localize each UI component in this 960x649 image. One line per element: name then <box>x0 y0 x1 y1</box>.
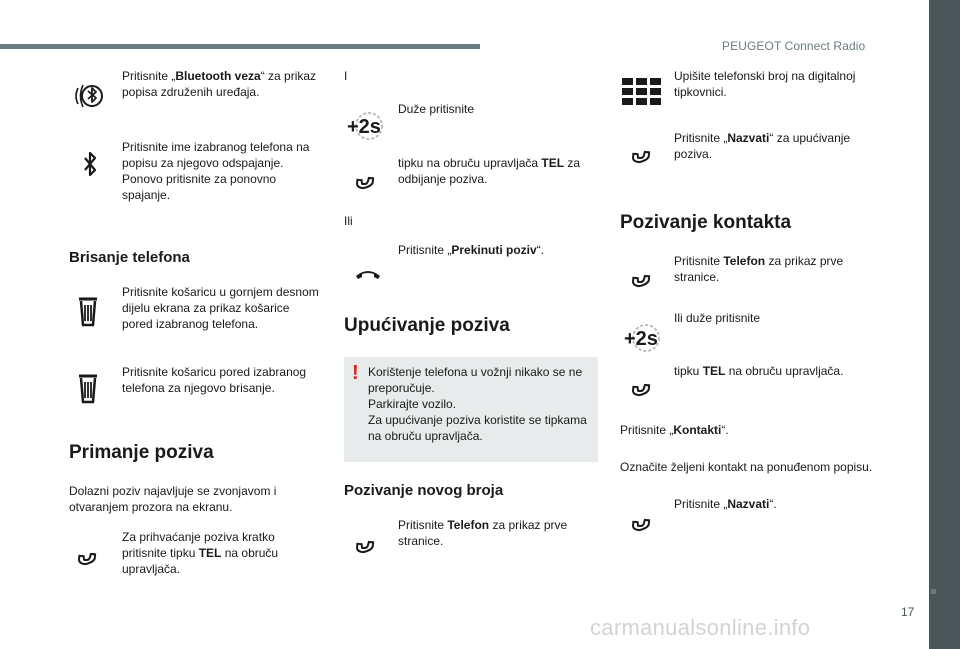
and-label: I <box>344 69 348 83</box>
section-brisanje: Brisanje telefona <box>69 249 190 266</box>
section-primanje: Primanje poziva <box>69 442 214 463</box>
long-press-text: Duže pritisnite <box>398 102 475 116</box>
trash-text-1: Pritisnite košaricu u gornjem desnom dijelu ekrana za prikaz košarice pored izabranog telefona. <box>122 285 319 331</box>
page-number: 17 <box>901 605 915 619</box>
phone-icon <box>622 134 666 174</box>
hold-2s-icon <box>343 106 387 146</box>
or-label: Ili <box>344 214 353 228</box>
bluetooth-connection-icon <box>70 76 114 116</box>
section-novi-broj: Pozivanje novog broja <box>344 482 504 499</box>
call-text: Pritisnite „Nazvati“ za upućivanje poziva. <box>674 131 851 161</box>
contact-phone-text: Pritisnite Telefon za prikaz prve stranice. <box>674 254 844 284</box>
header-bar <box>0 44 480 49</box>
keypad-icon <box>620 76 664 108</box>
trash-icon <box>66 291 110 331</box>
phone-icon <box>622 258 666 298</box>
contact-call-text: Pritisnite „Nazvati“. <box>674 497 777 511</box>
header-title: PEUGEOT Connect Radio <box>722 39 866 53</box>
phone-icon <box>346 160 390 200</box>
section-kontakt: Pozivanje kontakta <box>620 212 792 233</box>
contact-long-press-text: Ili duže pritisnite <box>674 311 761 325</box>
phone-icon <box>622 502 666 542</box>
bluetooth-icon <box>68 145 112 185</box>
incoming-call-text: Dolazni poziv najavljuje se zvonjavom i otvaranjem prozora na ekranu. <box>69 484 277 514</box>
phone-icon <box>68 536 112 576</box>
reject-call-text: tipku na obruču upravljača TEL za odbijanje poziva. <box>398 156 581 186</box>
hang-up-icon <box>346 252 390 292</box>
trash-text-2: Pritisnite košaricu pored izabranog telefona za njegovo brisanje. <box>122 365 307 395</box>
accept-call-text: Za prihvaćanje poziva kratko pritisnite tipku TEL na obruču upravljača. <box>122 530 279 576</box>
trash-icon <box>66 368 110 408</box>
bt-connection-text: Pritisnite „Bluetooth veza“ za prikaz popisa združenih uređaja. <box>122 69 317 99</box>
dial-text: Upišite telefonski broj na digitalnoj tipkovnici. <box>674 69 856 99</box>
new-number-text: Pritisnite Telefon za prikaz prve stranice. <box>398 518 568 548</box>
contacts-text: Pritisnite „Kontakti“. <box>620 423 729 437</box>
section-upucivanje: Upućivanje poziva <box>344 315 510 336</box>
side-bar <box>929 0 960 649</box>
watermark: carmanualsonline.info <box>590 615 811 640</box>
hold-2s-icon <box>620 318 664 358</box>
end-call-text: Pritisnite „Prekinuti poziv“. <box>398 243 545 257</box>
contact-tel-text: tipku TEL na obruču upravljača. <box>674 364 844 378</box>
side-marker <box>931 589 936 594</box>
warning-text: Korištenje telefona u vožnji nikako se ne preporučuje. Parkirajte vozilo. Za upućivanje poziva koristite se tipkama na obruču upravljača. <box>368 365 587 443</box>
bt-phone-text: Pritisnite ime izabranog telefona na popisu za njegovo odspajanje. Ponovo pritisnite za ponovno spajanje. <box>122 140 310 202</box>
phone-icon <box>622 367 666 407</box>
select-contact-text: Označite željeni kontakt na ponuđenom popisu. <box>620 460 873 474</box>
phone-icon <box>346 524 390 564</box>
warning-icon: ! <box>352 362 359 384</box>
